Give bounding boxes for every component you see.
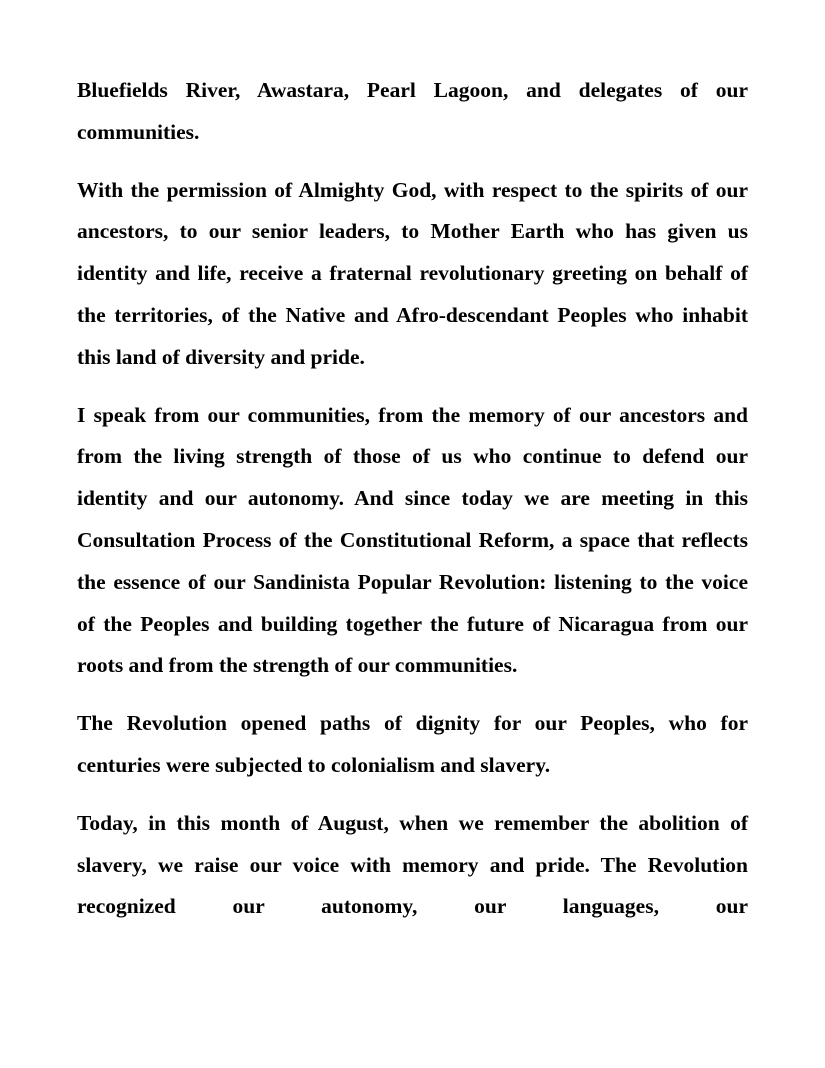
paragraph-5: Today, in this month of August, when we remember the abolition of slavery, we raise our voice with memory and pride. The Revolution recognized our autonomy, our languages, our	[77, 810, 748, 919]
document-body	[77, 70, 748, 928]
paragraph-1: Bluefields River, Awastara, Pearl Lagoon, and delegates of our communities.	[77, 78, 748, 144]
paragraph-4: The Revolution opened paths of dignity for our Peoples, who for centuries were subjected to colonialism and slavery.	[77, 711, 748, 777]
paragraph-2: With the permission of Almighty God, with respect to the spirits of our ancestors, to our senior leaders, to Mother Earth who has given us identity and life, receive a fraternal revolutionary greeting on behalf of the territories, of the Native and Afro-descendant Peoples who inhabit this land of diversity and pride.	[77, 177, 748, 369]
paragraph-3: I speak from our communities, from the memory of our ancestors and from the living strength of those of us who continue to defend our identity and our autonomy. And since today we are meeting in this Consultation Process of the Constitutional Reform, a space that reflects the essence of our Sandinista Popular Revolution: listening to the voice of the Peoples and building together the future of Nicaragua from our roots and from the strength of our communities.	[77, 402, 748, 678]
